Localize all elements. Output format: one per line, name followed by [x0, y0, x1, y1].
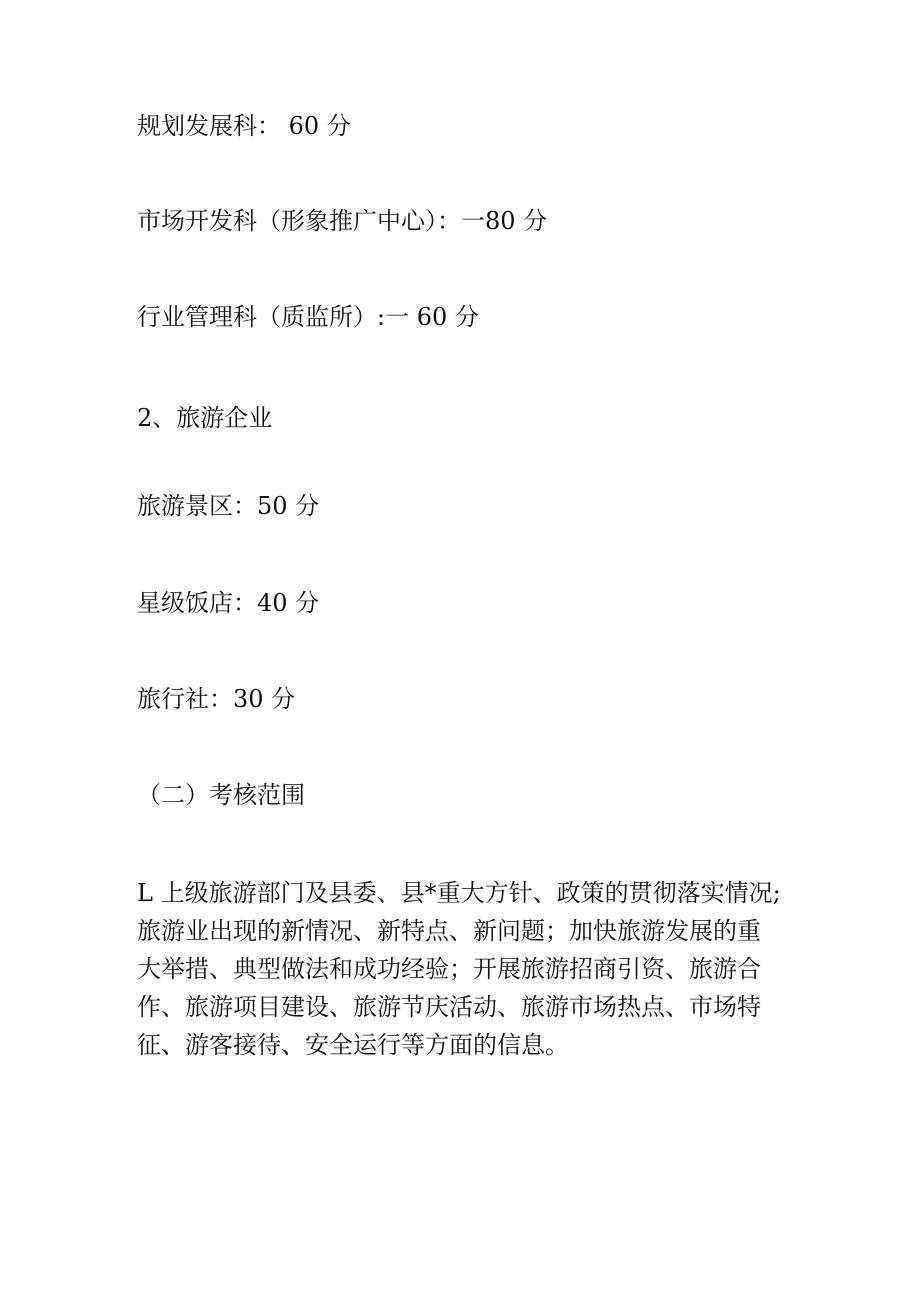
section-heading-assessment-scope: （二）考核范围 [137, 781, 305, 809]
paragraph-line: L 上级旅游部门及县委、县*重大方针、政策的贯彻落实情况; [137, 879, 781, 907]
market-dept-score: 市场开发科（形象推广中心）：一80 分 [137, 207, 548, 235]
industry-dept-score: 行业管理科（质监所）:一 60 分 [137, 303, 479, 331]
paragraph-line: 旅游业出现的新情况、新特点、新问题；加快旅游发展的重 [137, 917, 761, 945]
scope-paragraph [137, 874, 792, 1064]
paragraph-line: 大举措、典型做法和成功经验；开展旅游招商引资、旅游合 [137, 955, 761, 983]
section-heading-tourism-enterprises: 2、旅游企业 [137, 404, 273, 432]
paragraph-line: 作、旅游项目建设、旅游节庆活动、旅游市场热点、市场特 [137, 993, 761, 1021]
star-hotel-score: 星级饭店：40 分 [137, 589, 320, 617]
paragraph-line: 征、游客接待、安全运行等方面的信息。 [137, 1031, 569, 1059]
planning-dept-score: 规划发展科： 60 分 [137, 112, 351, 140]
scenic-area-score: 旅游景区：50 分 [137, 492, 320, 520]
travel-agency-score: 旅行社：30 分 [137, 685, 296, 713]
